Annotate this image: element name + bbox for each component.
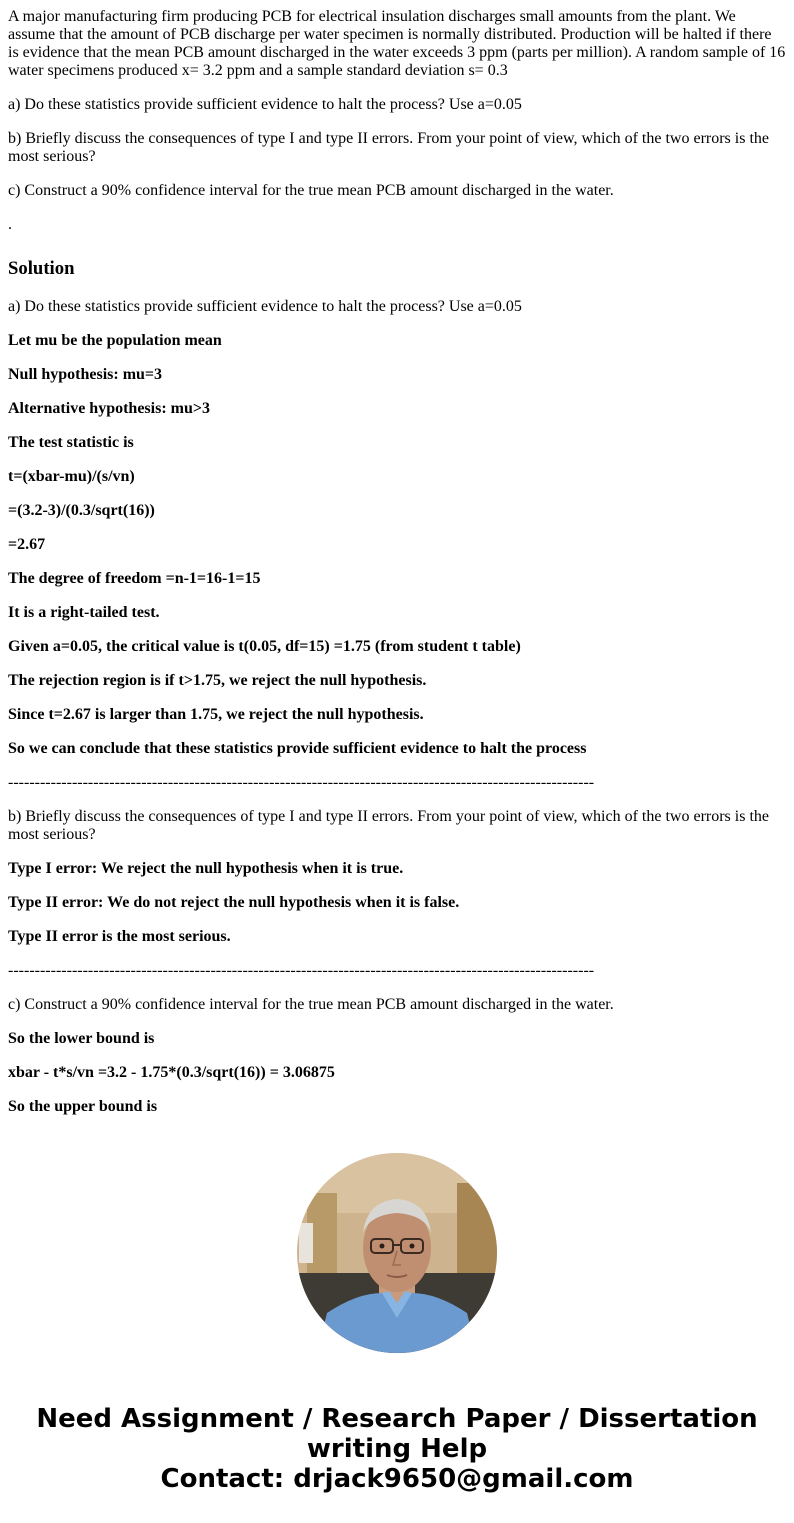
tutor-photo — [297, 1153, 497, 1353]
solution-a-line: =(3.2-3)/(0.3/sqrt(16)) — [8, 502, 155, 519]
solution-a-line: The rejection region is if t>1.75, we reject the null hypothesis. — [8, 672, 427, 689]
question-part-b: b) Briefly discuss the consequences of type I and type II errors. From your point of view, which of the two errors is the most serious? — [8, 130, 769, 165]
solution-a-line: =2.67 — [8, 536, 46, 553]
solution-c-line: xbar - t*s/vn =3.2 - 1.75*(0.3/sqrt(16)) = 3.06875 — [8, 1064, 335, 1081]
question-part-a: a) Do these statistics provide sufficient evidence to halt the process? Use a=0.05 — [8, 96, 522, 113]
separator-line: -------------------------------------------------------------------------------------------------------------- — [8, 962, 595, 979]
promo-banner — [0, 1404, 794, 1494]
portrait-illustration — [297, 1153, 497, 1353]
promo-line: writing Help — [306, 1434, 488, 1464]
question-part-c: c) Construct a 90% confidence interval for the true mean PCB amount discharged in the water. — [8, 182, 614, 199]
question-dot: . — [8, 216, 12, 233]
solution-c-line: So the upper bound is — [8, 1098, 158, 1115]
question-intro: A major manufacturing firm producing PCB for electrical insulation discharges small amounts from the plant. We assume that the amount of PCB discharge per water specimen is normally distributed. Production will be halted if there is evidence that the mean PCB amount discharged in the water exceeds 3 ppm (parts per million). A random sample of 16 water specimens produced x= 3.2 ppm and a sample standard deviation s= 0.3 — [8, 8, 786, 79]
solution-a-line: Let mu be the population mean — [8, 332, 222, 349]
solution-b-line: Type I error: We reject the null hypothesis when it is true. — [8, 860, 404, 877]
solution-b-question: b) Briefly discuss the consequences of type I and type II errors. From your point of view, which of the two errors is the most serious? — [8, 808, 769, 843]
promo-line: Need Assignment / Research Paper / Dissertation — [36, 1404, 758, 1434]
document-body — [8, 8, 786, 1132]
solution-a-line: It is a right-tailed test. — [8, 604, 160, 621]
solution-a-line: The test statistic is — [8, 434, 134, 451]
solution-a-line: Given a=0.05, the critical value is t(0.05, df=15) =1.75 (from student t table) — [8, 638, 521, 655]
solution-a-line: The degree of freedom =n-1=16-1=15 — [8, 570, 261, 587]
solution-a-line: So we can conclude that these statistics provide sufficient evidence to halt the process — [8, 740, 587, 757]
solution-b-line: Type II error: We do not reject the null hypothesis when it is false. — [8, 894, 460, 911]
solution-c-line: So the lower bound is — [8, 1030, 155, 1047]
solution-a-line: t=(xbar-mu)/(s/vn) — [8, 468, 135, 485]
solution-heading: Solution — [8, 258, 75, 279]
solution-a-question: a) Do these statistics provide sufficient evidence to halt the process? Use a=0.05 — [8, 298, 522, 315]
separator-line: -------------------------------------------------------------------------------------------------------------- — [8, 774, 595, 791]
solution-a-line: Null hypothesis: mu=3 — [8, 366, 163, 383]
solution-c-question: c) Construct a 90% confidence interval for the true mean PCB amount discharged in the water. — [8, 996, 614, 1013]
solution-a-line: Since t=2.67 is larger than 1.75, we reject the null hypothesis. — [8, 706, 424, 723]
solution-b-line: Type II error is the most serious. — [8, 928, 231, 945]
solution-a-line: Alternative hypothesis: mu>3 — [8, 400, 210, 417]
promo-contact: Contact: drjack9650@gmail.com — [160, 1464, 634, 1494]
